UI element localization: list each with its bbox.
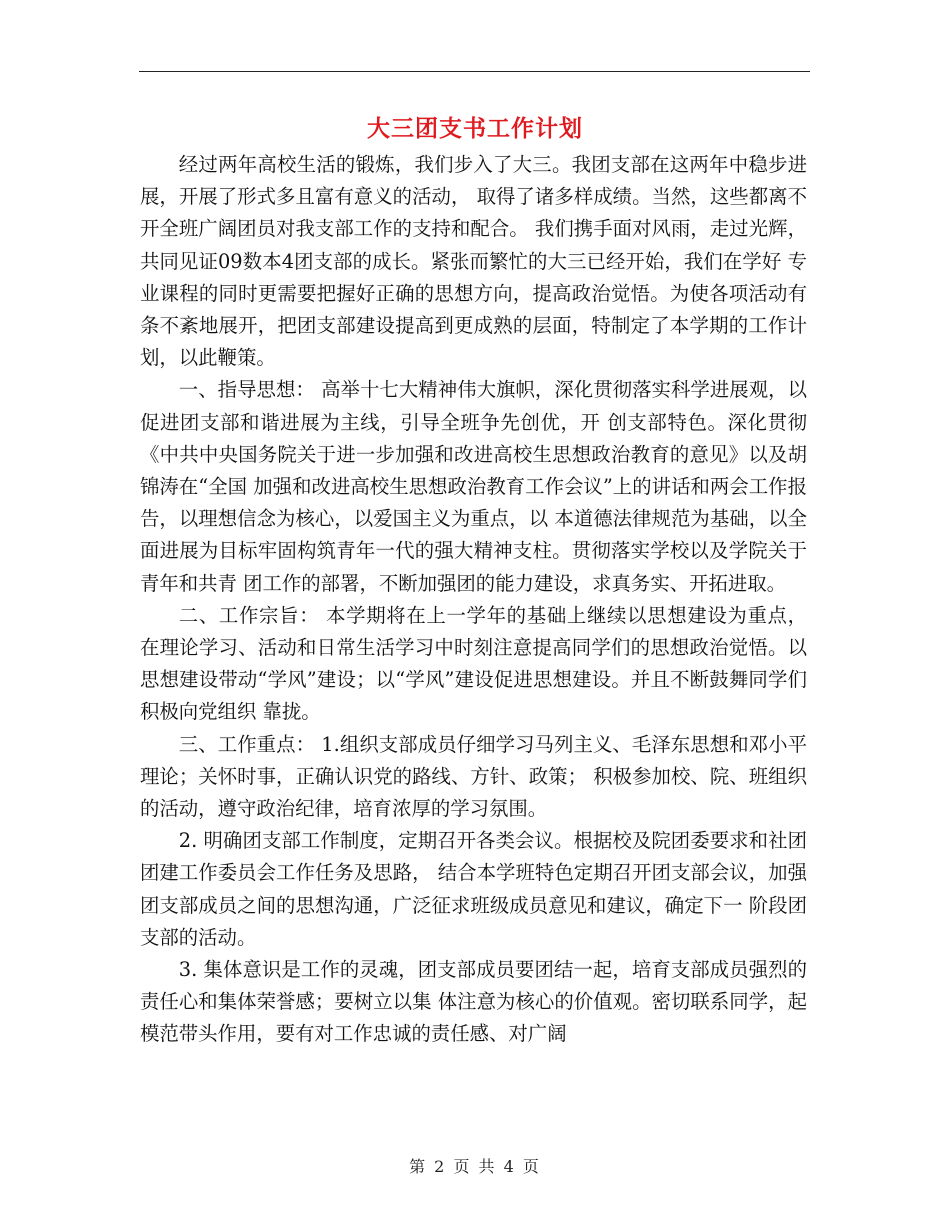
paragraph-intro: 经过两年高校生活的锻炼，我们步入了大三。我团支部在这两年中稳步进展，开展了形式多且富有意义的活动， 取得了诸多样成绩。当然，这些都离不开全班广阔团员对我支部工作的支持和配合。 我们携手面对风雨，走过光辉，共同见证09数本4团支部的成长。紧张而繁忙的大三已经开始，我们在学好 专业课程的同时更需要把握好正确的思想方向，提高政治觉悟。为使各项活动有条不紊地展开，把团支部建设提高到更成熟的层面，特制定了本学期的工作计划，以此鞭策。 <box>140 153 807 370</box>
header-rule <box>139 71 810 72</box>
page-number: 第 2 页 共 4 页 <box>409 1157 541 1176</box>
paragraph-work-purpose: 二、工作宗旨： 本学期将在上一学年的基础上继续以思想建设为重点， 在理论学习、活动和日常生活学习中时刻注意提高同学们的思想政治觉悟。以思想建设带动“学风”建设；以“学风”建设促进思想建设。并且不断鼓舞同学们积极向党组织 靠拢。 <box>140 603 807 724</box>
document-title: 大三团支书工作计划 <box>367 116 583 142</box>
document-body <box>140 149 807 1051</box>
paragraph-work-focus-1: 三、工作重点： 1.组织支部成员仔细学习马列主义、毛泽东思想和邓小平理论；关怀时事，正确认识党的路线、方针、政策； 积极参加校、院、班组织的活动，遵守政治纪律，培育浓厚的学习氛围。 <box>140 732 807 821</box>
paragraph-guiding-ideology: 一、指导思想： 高举十七大精神伟大旗帜，深化贯彻落实科学进展观，以促进团支部和谐进展为主线，引导全班争先创优，开 创支部特色。深化贯彻《中共中央国务院关于进一步加强和改进高校生思想政治教育的意见》以及胡锦涛在“全国 加强和改进高校生思想政治教育工作会议”上的讲话和两会工作报告，以理想信念为核心，以爱国主义为重点，以 本道德法律规范为基础，以全面进展为目标牢固构筑青年一代的强大精神支柱。贯彻落实学校以及学院关于青年和共青 团工作的部署，不断加强团的能力建设，求真务实、开拓进取。 <box>140 378 807 595</box>
paragraph-work-focus-2: 2. 明确团支部工作制度，定期召开各类会议。根据校及院团委要求和社团团建工作委员会工作任务及思路， 结合本学班特色定期召开团支部会议，加强团支部成员之间的思想沟通，广泛征求班级成员意见和建议，确定下一 阶段团支部的活动。 <box>140 829 807 949</box>
paragraph-work-focus-3: 3. 集体意识是工作的灵魂，团支部成员要团结一起，培育支部成员强烈的责任心和集体荣誉感；要树立以集 体注意为核心的价值观。密切联系同学，起模范带头作用，要有对工作忠诚的责任感、对广阔 <box>140 958 807 1046</box>
